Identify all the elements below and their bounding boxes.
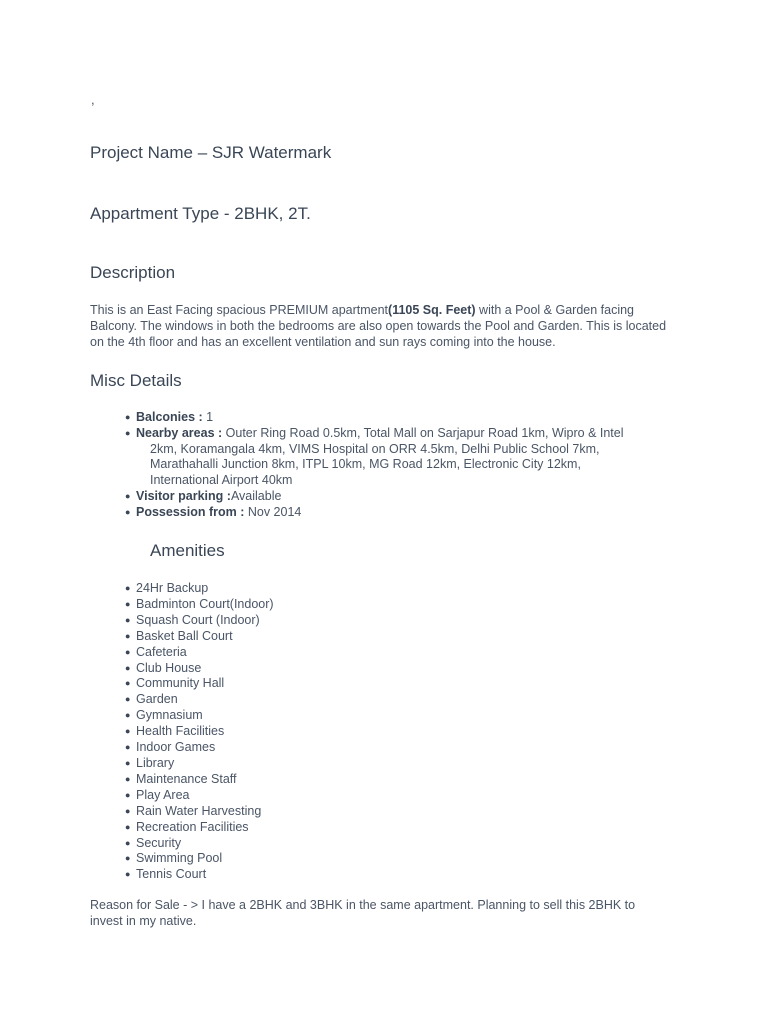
bullet-icon: ● — [125, 630, 131, 641]
list-item — [125, 724, 274, 740]
bullet-icon: ● — [125, 710, 131, 721]
amenity-label: Maintenance Staff — [136, 771, 237, 786]
list-item — [125, 772, 274, 788]
amenities-heading: Amenities — [150, 541, 225, 560]
bullet-icon: ● — [125, 598, 131, 609]
bullet-icon: ● — [125, 837, 131, 848]
balconies-label: Balconies : — [136, 410, 203, 424]
bullet-icon: ● — [125, 789, 131, 800]
amenity-label: Cafeteria — [136, 644, 187, 659]
list-item — [125, 597, 274, 613]
amenity-label: Swimming Pool — [136, 851, 223, 866]
bullet-icon: ● — [125, 757, 131, 768]
misc-details-heading: Misc Details — [90, 371, 182, 390]
bullet-icon: ● — [125, 427, 131, 438]
amenity-label: Security — [136, 835, 182, 850]
list-item — [125, 661, 274, 677]
amenity-label: Badminton Court(Indoor) — [136, 596, 274, 611]
nearby-areas-line-2: 2km, Koramangala 4km, VIMS Hospital on ORR 4.5km, Delhi Public School 7km, — [150, 441, 600, 456]
list-item — [125, 820, 274, 836]
amenity-label: Gymnasium — [136, 708, 203, 723]
list-item — [125, 804, 274, 820]
bullet-icon: ● — [125, 726, 131, 737]
possession-value: Nov 2014 — [244, 504, 302, 519]
list-item — [125, 756, 274, 772]
bullet-icon: ● — [125, 506, 131, 517]
visitor-parking-value: Available — [230, 488, 282, 503]
bullet-icon: ● — [125, 614, 131, 625]
balconies-value: 1 — [202, 410, 214, 424]
amenity-label: Club House — [136, 660, 202, 675]
amenity-label: Rain Water Harvesting — [136, 803, 262, 818]
misc-details-list — [125, 410, 665, 521]
description-heading: Description — [90, 263, 176, 282]
bullet-icon: ● — [125, 662, 131, 673]
stray-comma: , — [91, 92, 95, 107]
bullet-icon: ● — [125, 869, 131, 880]
project-name-heading: Project Name – SJR Watermark — [90, 143, 332, 162]
amenity-label: Health Facilities — [136, 724, 225, 739]
list-item — [125, 851, 274, 867]
list-item — [125, 645, 274, 661]
bullet-icon: ● — [125, 678, 131, 689]
list-item — [125, 708, 274, 724]
amenities-list — [125, 581, 274, 883]
amenity-label: Community Hall — [136, 676, 225, 691]
list-item — [125, 426, 665, 489]
amenity-label: Tennis Court — [136, 867, 207, 882]
list-item — [125, 740, 274, 756]
amenity-label: Indoor Games — [136, 740, 216, 755]
nearby-areas-line-1: Outer Ring Road 0.5km, Total Mall on Sarjapur Road 1km, Wipro & Intel — [222, 425, 624, 440]
bullet-icon: ● — [125, 490, 131, 501]
bullet-icon: ● — [125, 773, 131, 784]
amenity-label: Squash Court (Indoor) — [136, 612, 260, 627]
amenity-label: Library — [136, 755, 175, 770]
description-text-start: This is an East Facing spacious PREMIUM apartment — [90, 303, 389, 317]
list-item — [125, 836, 274, 852]
amenity-label: Recreation Facilities — [136, 819, 249, 834]
amenity-label: Garden — [136, 692, 178, 707]
visitor-parking-label: Visitor parking : — [136, 488, 231, 503]
amenity-label: 24Hr Backup — [136, 581, 209, 595]
nearby-areas-label: Nearby areas : — [136, 425, 223, 440]
list-item — [125, 788, 274, 804]
amenity-label: Basket Ball Court — [136, 628, 233, 643]
list-item — [125, 581, 274, 597]
list-item — [125, 505, 665, 521]
list-item — [125, 613, 274, 629]
list-item — [125, 676, 274, 692]
possession-label: Possession from : — [136, 504, 245, 519]
list-item — [125, 867, 274, 883]
nearby-areas-line-3: Marathahalli Junction 8km, ITPL 10km, MG Road 12km, Electronic City 12km, — [150, 457, 581, 472]
apartment-type-heading: Appartment Type - 2BHK, 2T. — [90, 204, 311, 223]
bullet-icon: ● — [125, 742, 131, 753]
description-text — [90, 303, 670, 350]
list-item — [125, 629, 274, 645]
description-area-bold: (1105 Sq. Feet) — [388, 303, 476, 317]
list-item — [125, 692, 274, 708]
nearby-areas-line-4: International Airport 40km — [150, 473, 293, 488]
bullet-icon: ● — [125, 412, 131, 422]
bullet-icon: ● — [125, 853, 131, 864]
bullet-icon: ● — [125, 583, 131, 593]
bullet-icon: ● — [125, 805, 131, 816]
amenity-label: Play Area — [136, 787, 190, 802]
list-item — [125, 410, 665, 426]
reason-for-sale-text: Reason for Sale - > I have a 2BHK and 3BHK in the same apartment. Planning to sell this 2BHK to invest in my native. — [90, 898, 636, 928]
bullet-icon: ● — [125, 821, 131, 832]
list-item — [125, 489, 665, 505]
bullet-icon: ● — [125, 646, 131, 657]
description-text-end: with a Pool & Garden facing Balcony. The windows in both the bedrooms are also open towards the Pool and Garden. This is located on the 4th floor and has an excellent ventilation and sun rays coming into the house. — [90, 303, 667, 349]
bullet-icon: ● — [125, 694, 131, 705]
